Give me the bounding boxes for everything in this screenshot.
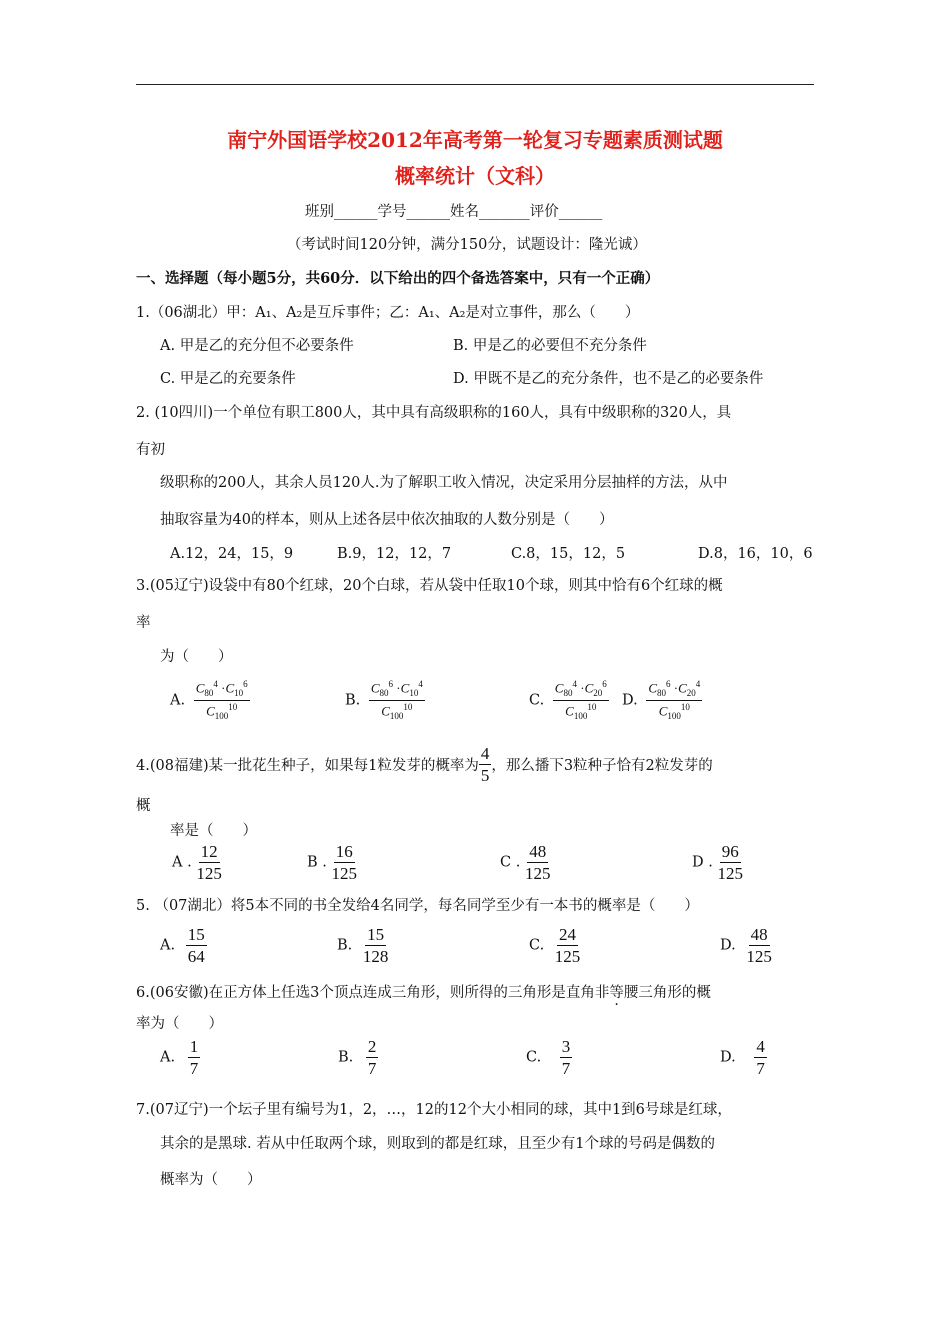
q1-option-b: B. 甲是乙的必要但不充分条件: [453, 338, 647, 354]
q1-stem: 1.（06湖北）甲：A₁、A₂是互斥事件；乙：A₁、A₂是对立事件，那么（ ）: [136, 305, 640, 321]
combination-fraction: $\frac{C_{80}^4 \cdot C_{10}^6}{C_{100}^{10}}$: [195, 679, 248, 721]
option-label: A.: [170, 692, 186, 709]
q5-option-a: A. $\frac{15}{64}$: [160, 925, 205, 966]
q4-line3: 率是（ ）: [170, 823, 257, 839]
option-label: C.: [529, 692, 545, 709]
q3-option-a: [170, 680, 250, 721]
emphasis-text: 非等腰: [594, 985, 639, 1001]
option-fraction: $\frac{15}{128}$: [362, 925, 389, 966]
option-fraction: $\frac{48}{125}$: [524, 842, 551, 883]
option-label: B.: [345, 692, 361, 709]
q6-option-b: B. $\frac{2}{7}$: [338, 1037, 377, 1078]
q4-text-pre: 4.(08福建)某一批花生种子，如果每1粒发芽的概率为: [136, 758, 479, 774]
option-fraction: $\frac{96}{125}$: [717, 842, 743, 883]
option-fraction: $\frac{15}{64}$: [187, 925, 205, 966]
q3-option-b: [345, 680, 425, 721]
q3-line2: 率: [136, 615, 151, 631]
q4-option-b: B . $\frac{16}{125}$: [307, 842, 357, 883]
q4-line2: 概: [136, 798, 151, 814]
top-rule: [136, 84, 814, 85]
q6-line1: 6.(06安徽)在正方体上任选3个顶点连成三角形，则所得的三角形是直角非等腰三角形的概: [136, 985, 711, 1001]
q6-option-c: C. $\frac{3}{7}$: [526, 1037, 571, 1078]
q7-line2: 其余的是黑球. 若从中任取两个球，则取到的都是红球，且至少有1个球的号码是偶数的: [160, 1136, 715, 1152]
q3-line1: 3.(05辽宁)设袋中有80个红球，20个白球，若从袋中任取10个球，则其中恰有6个红球的概: [136, 578, 723, 594]
section-heading: 一、选择题（每小题5分，共60分．以下给出的四个备选答案中，只有一个正确）: [136, 270, 660, 287]
option-fraction: $\frac{12}{125}$: [196, 842, 222, 883]
combination-fraction: $\frac{C_{80}^6 \cdot C_{10}^4}{C_{100}^{10}}$: [370, 679, 423, 721]
q7-line1: 7.(07辽宁)一个坛子里有编号为1，2，…，12的12个大小相同的球，其中1到6号球是红球，: [136, 1102, 732, 1118]
q6-option-d: D. $\frac{4}{7}$: [720, 1037, 765, 1078]
q6-option-a: A. $\frac{1}{7}$: [160, 1037, 199, 1078]
page-title: 南宁外国语学校2012年高考第一轮复习专题素质测试题: [227, 128, 723, 152]
probability-fraction: $\frac{4}{5}$: [480, 744, 490, 785]
combination-fraction: $\frac{C_{80}^4 \cdot C_{20}^6}{C_{100}^{10}}$: [554, 679, 607, 721]
option-fraction: $\frac{16}{125}$: [331, 842, 357, 883]
q1-option-d: D. 甲既不是乙的充分条件，也不是乙的必要条件: [453, 371, 764, 387]
option-fraction: $\frac{2}{7}$: [367, 1037, 377, 1078]
exam-info: （考试时间120分钟，满分150分，试题设计：隆光诚）: [287, 237, 647, 253]
q5-option-d: D. $\frac{48}{125}$: [720, 925, 772, 966]
q4-option-a: A . $\frac{12}{125}$: [172, 842, 222, 883]
page-subtitle: 概率统计（文科）: [395, 164, 555, 188]
q7-line3: 概率为（ ）: [160, 1172, 262, 1188]
q2-option-c: C.8，15，12，5: [511, 546, 626, 562]
q1-option-a: A. 甲是乙的充分但不必要条件: [160, 338, 354, 354]
q5-option-c: C. $\frac{24}{125}$: [529, 925, 581, 966]
student-info-line: 班别______学号______姓名_______评价______: [305, 204, 603, 220]
q3-option-d: [622, 680, 702, 721]
q5-option-b: B. $\frac{15}{128}$: [337, 925, 389, 966]
option-fraction: $\frac{48}{125}$: [746, 925, 772, 966]
q6-line2: 率为（ ）: [136, 1016, 223, 1032]
q4-text-post: ，那么播下3粒种子恰有2粒发芽的: [491, 758, 713, 774]
combination-fraction: $\frac{C_{80}^6 \cdot C_{20}^4}{C_{100}^{10}}$: [648, 679, 701, 721]
option-label: D.: [622, 692, 638, 709]
q5-stem: 5. （07湖北）将5本不同的书全发给4名同学，每名同学至少有一本书的概率是（ ）: [136, 898, 699, 914]
q1-option-c: C. 甲是乙的充要条件: [160, 371, 296, 387]
q2-option-a: A.12，24，15，9: [170, 546, 294, 562]
q2-line4: 抽取容量为40的样本，则从上述各层中依次抽取的人数分别是（ ）: [160, 512, 614, 528]
q4-line1: [136, 745, 713, 784]
q3-line3: 为（ ）: [160, 649, 233, 665]
q4-option-c: C . $\frac{48}{125}$: [500, 842, 551, 883]
q2-option-b: B.9，12，12，7: [337, 546, 452, 562]
option-fraction: $\frac{3}{7}$: [561, 1037, 571, 1078]
q2-line2: 有初: [136, 442, 165, 458]
option-fraction: $\frac{4}{7}$: [756, 1037, 765, 1078]
option-fraction: $\frac{24}{125}$: [554, 925, 581, 966]
q2-option-d: D.8，16，10，6: [698, 546, 813, 562]
q2-line3: 级职称的200人，其余人员120人.为了解职工收入情况，决定采用分层抽样的方法，从中: [160, 475, 728, 491]
q3-option-c: [529, 680, 609, 721]
q2-line1: 2. (10四川)一个单位有职工800人，其中具有高级职称的160人，具有中级职称的320人，具: [136, 405, 732, 421]
option-fraction: $\frac{1}{7}$: [189, 1037, 199, 1078]
q4-option-d: D . $\frac{96}{125}$: [692, 842, 743, 883]
